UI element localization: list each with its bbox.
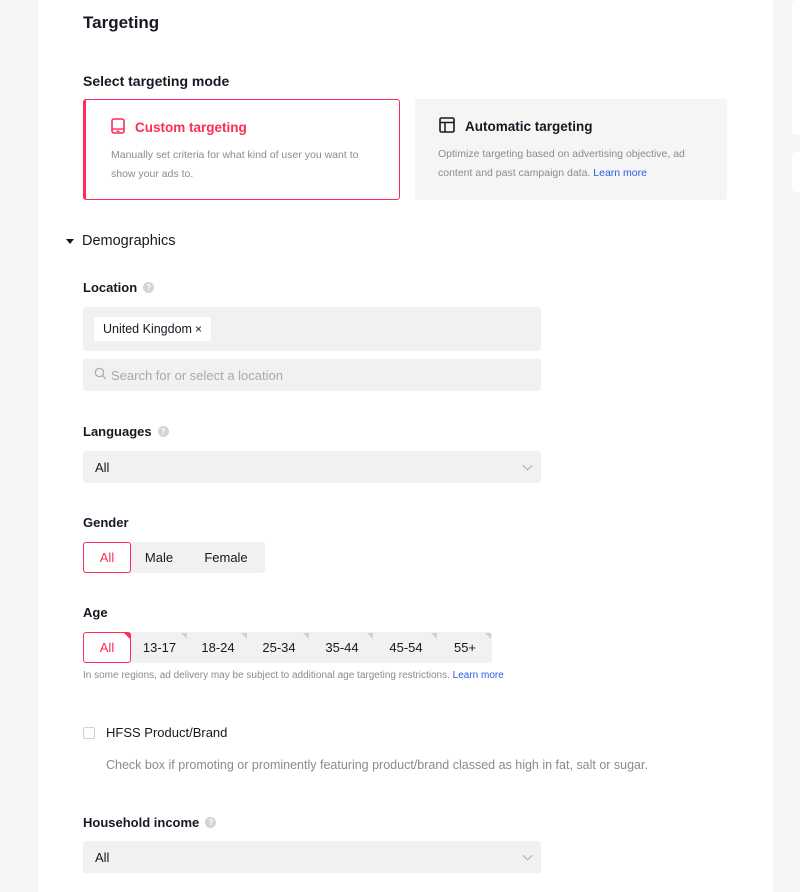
automatic-targeting-description [438, 145, 708, 183]
corner-marker-icon [485, 633, 491, 639]
age-option-label: 55+ [453, 640, 477, 655]
gender-option-female[interactable]: Female [204, 550, 248, 565]
age-option-35-44[interactable] [310, 632, 374, 663]
location-search-input[interactable] [83, 359, 541, 391]
age-note-text: In some regions, ad delivery may be subject to additional age targeting restrictions. [83, 670, 450, 681]
side-card-bottom [792, 152, 800, 192]
help-icon[interactable]: ? [205, 817, 216, 828]
help-icon[interactable]: ? [143, 282, 154, 293]
age-option-45-54[interactable] [374, 632, 438, 663]
hfss-checkbox[interactable] [83, 727, 95, 739]
household-income-select[interactable] [83, 841, 541, 873]
household-income-label-text: Household income [83, 815, 200, 830]
custom-targeting-title: Custom targeting [135, 120, 247, 135]
corner-marker-icon [124, 633, 130, 639]
age-option-55-plus[interactable] [438, 632, 492, 663]
demographics-title: Demographics [82, 233, 176, 249]
corner-marker-icon [241, 633, 247, 639]
side-card-top [792, 0, 800, 135]
tablet-icon [111, 118, 135, 137]
languages-label [83, 424, 169, 439]
age-label-text: Age [83, 605, 108, 620]
gender-label-text: Gender [83, 515, 129, 530]
section-title: Targeting [83, 13, 160, 32]
age-option-label: 25-34 [262, 640, 296, 655]
help-icon[interactable]: ? [158, 426, 169, 437]
age-option-label: All [99, 640, 115, 655]
demographics-toggle[interactable] [66, 233, 176, 249]
caret-down-icon [66, 239, 74, 244]
custom-targeting-card[interactable] [83, 99, 400, 200]
location-tags-box[interactable] [83, 307, 541, 351]
search-icon [94, 367, 111, 383]
hfss-description: Check box if promoting or prominently featuring product/brand classed as high in fat, salt or sugar. [106, 758, 648, 772]
location-tag-label: United Kingdom [103, 322, 192, 336]
remove-tag-icon[interactable]: × [194, 322, 202, 336]
gender-option-all[interactable]: All [83, 542, 131, 573]
corner-marker-icon [367, 633, 373, 639]
household-income-label [83, 815, 216, 830]
layout-icon [439, 117, 465, 136]
household-income-value: All [95, 849, 110, 865]
corner-marker-icon [431, 633, 437, 639]
location-tag [94, 317, 211, 341]
age-option-13-17[interactable] [131, 632, 188, 663]
gender-label [83, 515, 129, 530]
gender-option-male[interactable]: Male [144, 550, 174, 565]
age-selector [83, 632, 492, 663]
location-label-text: Location [83, 280, 138, 295]
gender-selector [83, 542, 265, 573]
location-search-placeholder: Search for or select a location [111, 367, 283, 383]
corner-marker-icon [181, 633, 187, 639]
age-learn-more-link[interactable]: Learn more [452, 670, 504, 681]
targeting-mode-label: Select targeting mode [83, 73, 230, 89]
age-option-label: 35-44 [325, 640, 359, 655]
age-option-label: 18-24 [201, 640, 235, 655]
chevron-down-icon [523, 851, 533, 861]
age-option-25-34[interactable] [248, 632, 310, 663]
age-option-label: 13-17 [142, 640, 177, 655]
hfss-label: HFSS Product/Brand [106, 725, 228, 740]
age-option-label: 45-54 [389, 640, 423, 655]
automatic-targeting-title: Automatic targeting [465, 119, 593, 134]
languages-value: All [95, 459, 110, 475]
learn-more-link[interactable]: Learn more [593, 167, 647, 179]
age-option-all[interactable] [83, 632, 131, 663]
age-label [83, 605, 108, 620]
languages-select[interactable] [83, 451, 541, 483]
languages-label-text: Languages [83, 424, 152, 439]
automatic-targeting-description-text: Optimize targeting based on advertising objective, ad content and past campaign data. [438, 148, 685, 179]
age-option-18-24[interactable] [188, 632, 248, 663]
location-label [83, 280, 154, 295]
age-restriction-note [83, 670, 504, 681]
corner-marker-icon [303, 633, 309, 639]
custom-targeting-description: Manually set criteria for what kind of user you want to show your ads to. [111, 149, 359, 180]
chevron-down-icon [523, 461, 533, 471]
automatic-targeting-card[interactable] [415, 99, 727, 200]
